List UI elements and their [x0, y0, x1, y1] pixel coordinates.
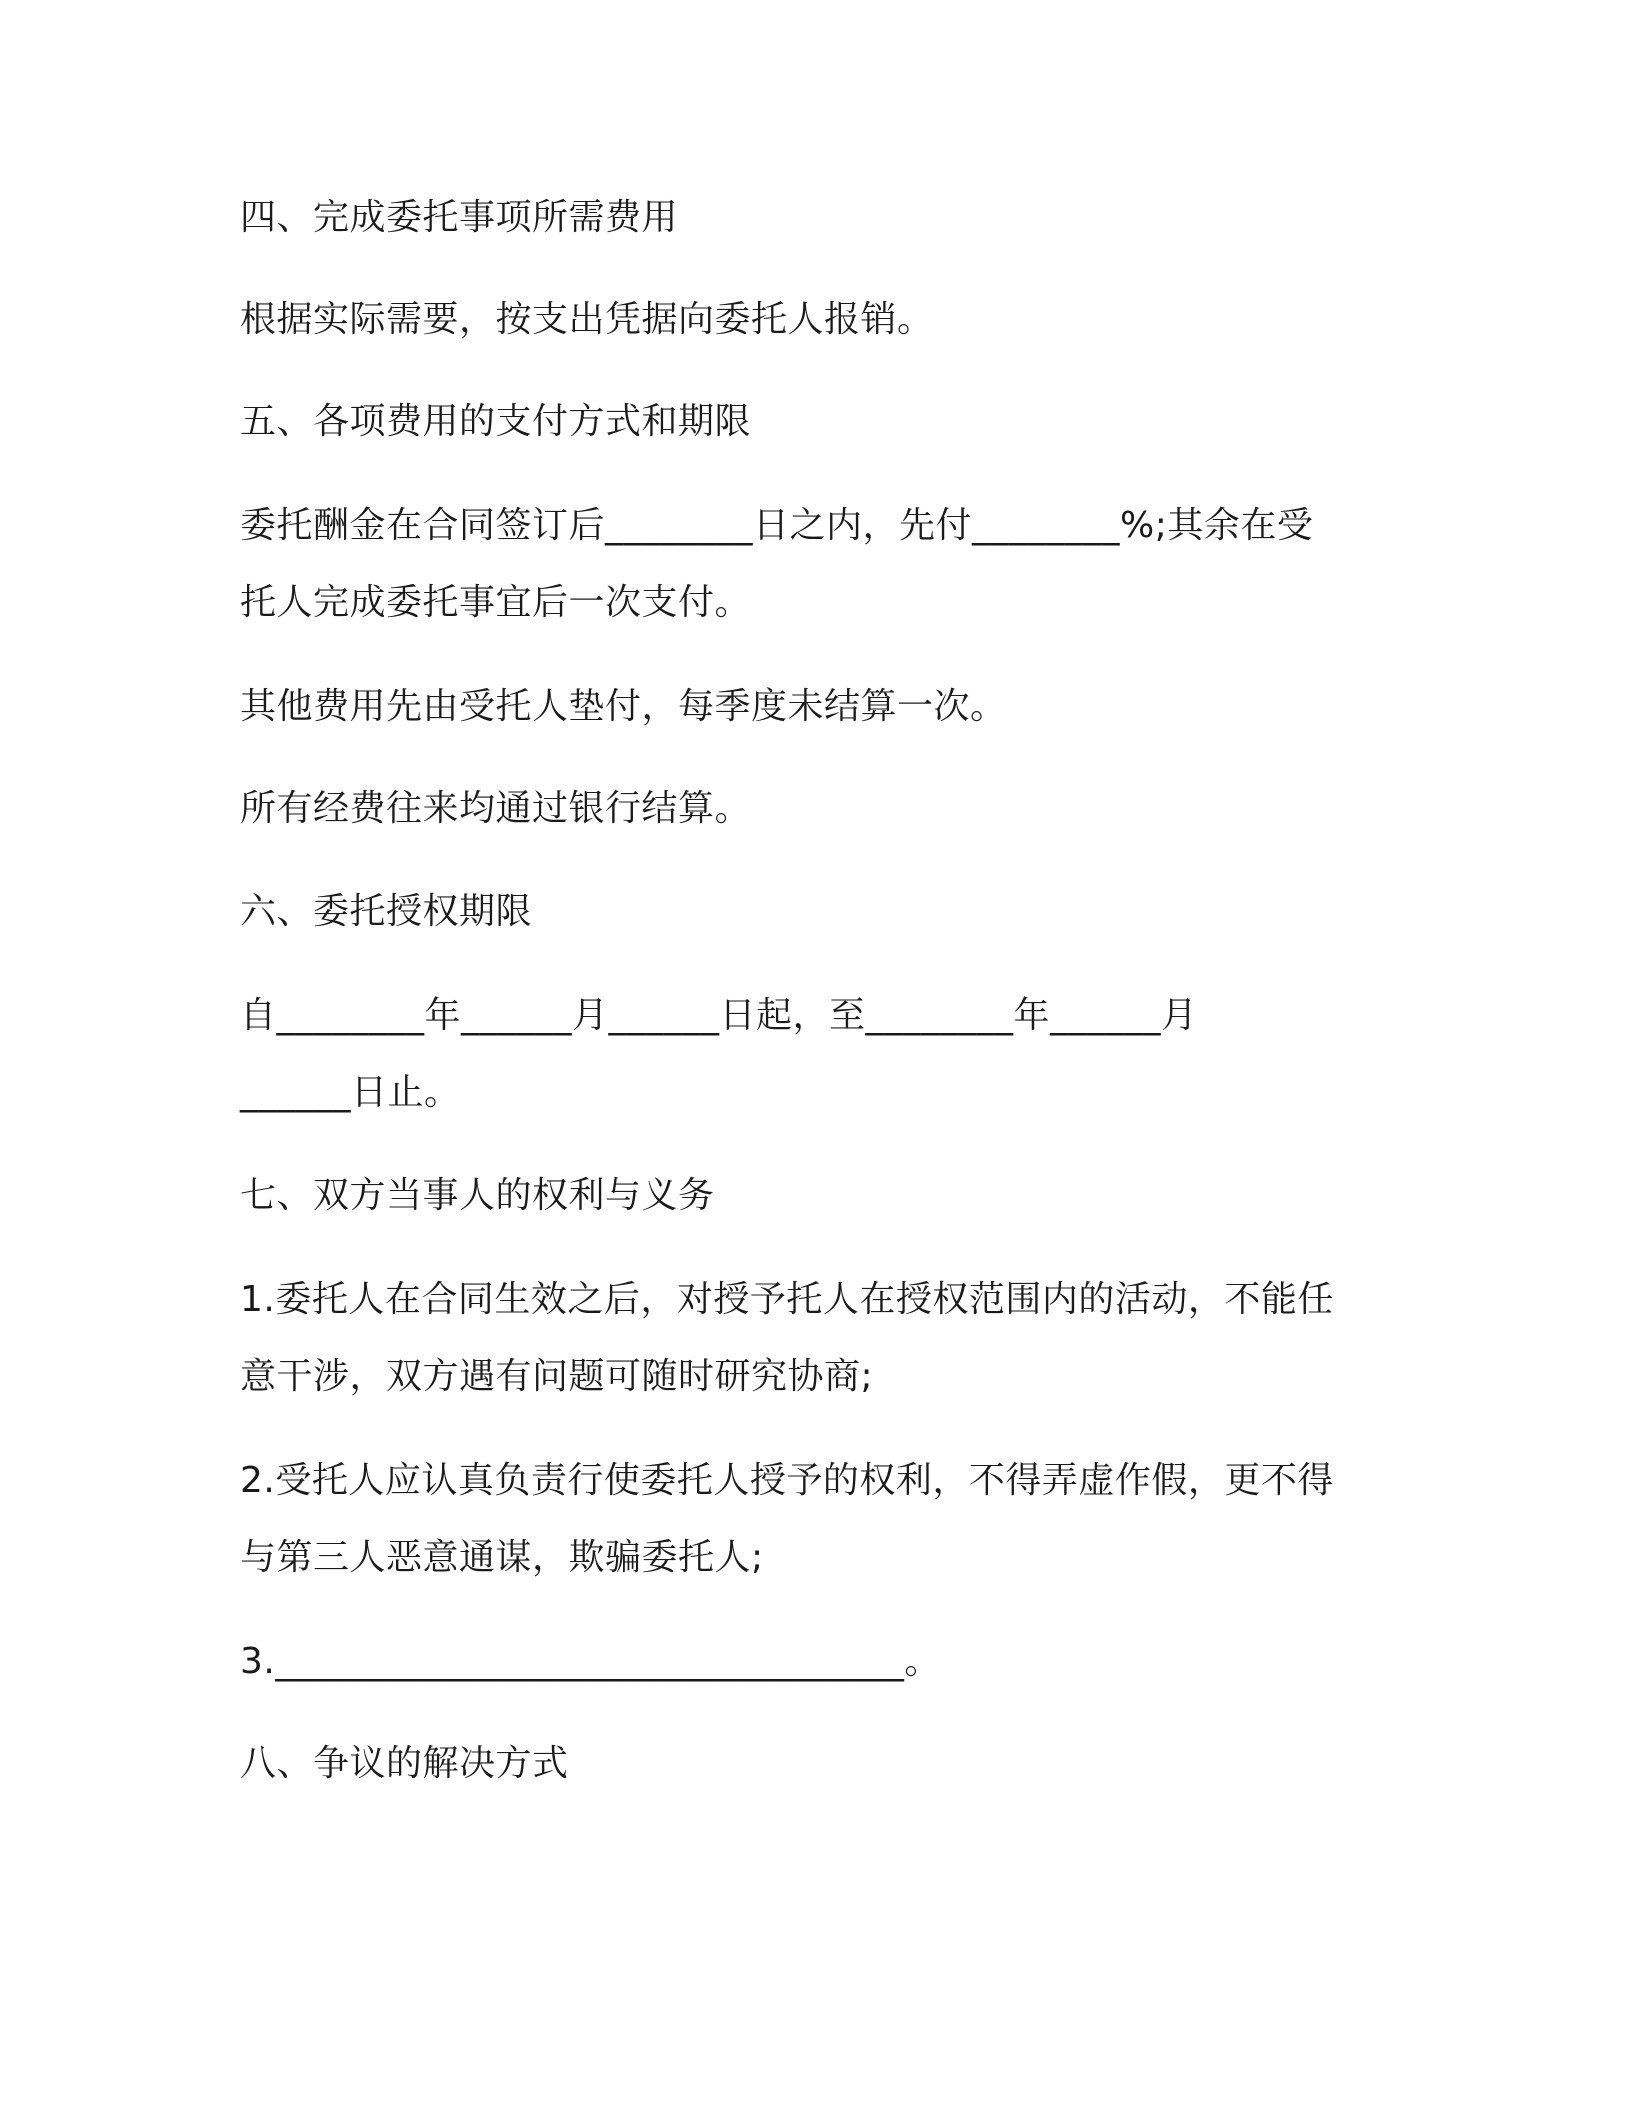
paragraph-term-line-1: 自________年______月______日起，至________年______月 — [240, 995, 1198, 1036]
paragraph-item-2-line-1: 2.受托人应认真负责行使委托人授予的权利，不得弄虚作假，更不得 — [240, 1460, 1334, 1501]
paragraph-other-expenses: 其他费用先由受托人垫付，每季度未结算一次。 — [240, 686, 1007, 727]
paragraph-payment-line-1: 委托酬金在合同签订后________日之内，先付________%;其余在受 — [240, 505, 1314, 546]
paragraph-term-line-2: ______日止。 — [240, 1072, 461, 1113]
paragraph-bank-settlement: 所有经费往来均通过银行结算。 — [240, 788, 752, 829]
heading-section-6: 六、委托授权期限 — [240, 891, 533, 932]
paragraph-payment-line-2: 托人完成委托事宜后一次支付。 — [240, 582, 752, 623]
paragraph-item-1-line-2: 意干涉，双方遇有问题可随时研究协商; — [240, 1356, 874, 1397]
paragraph-expense-reimbursement: 根据实际需要，按支出凭据向委托人报销。 — [240, 299, 934, 340]
paragraph-item-1-line-1: 1.委托人在合同生效之后，对授予托人在授权范围内的活动，不能任 — [240, 1279, 1334, 1320]
heading-section-8: 八、争议的解决方式 — [240, 1743, 569, 1784]
paragraph-item-2-line-2: 与第三人恶意通谋，欺骗委托人; — [240, 1537, 764, 1578]
paragraph-item-3: 3.__________________________________。 — [240, 1641, 941, 1682]
heading-section-5: 五、各项费用的支付方式和期限 — [240, 401, 752, 442]
heading-section-4: 四、完成委托事项所需费用 — [240, 197, 679, 238]
heading-section-7: 七、双方当事人的权利与义务 — [240, 1175, 715, 1216]
